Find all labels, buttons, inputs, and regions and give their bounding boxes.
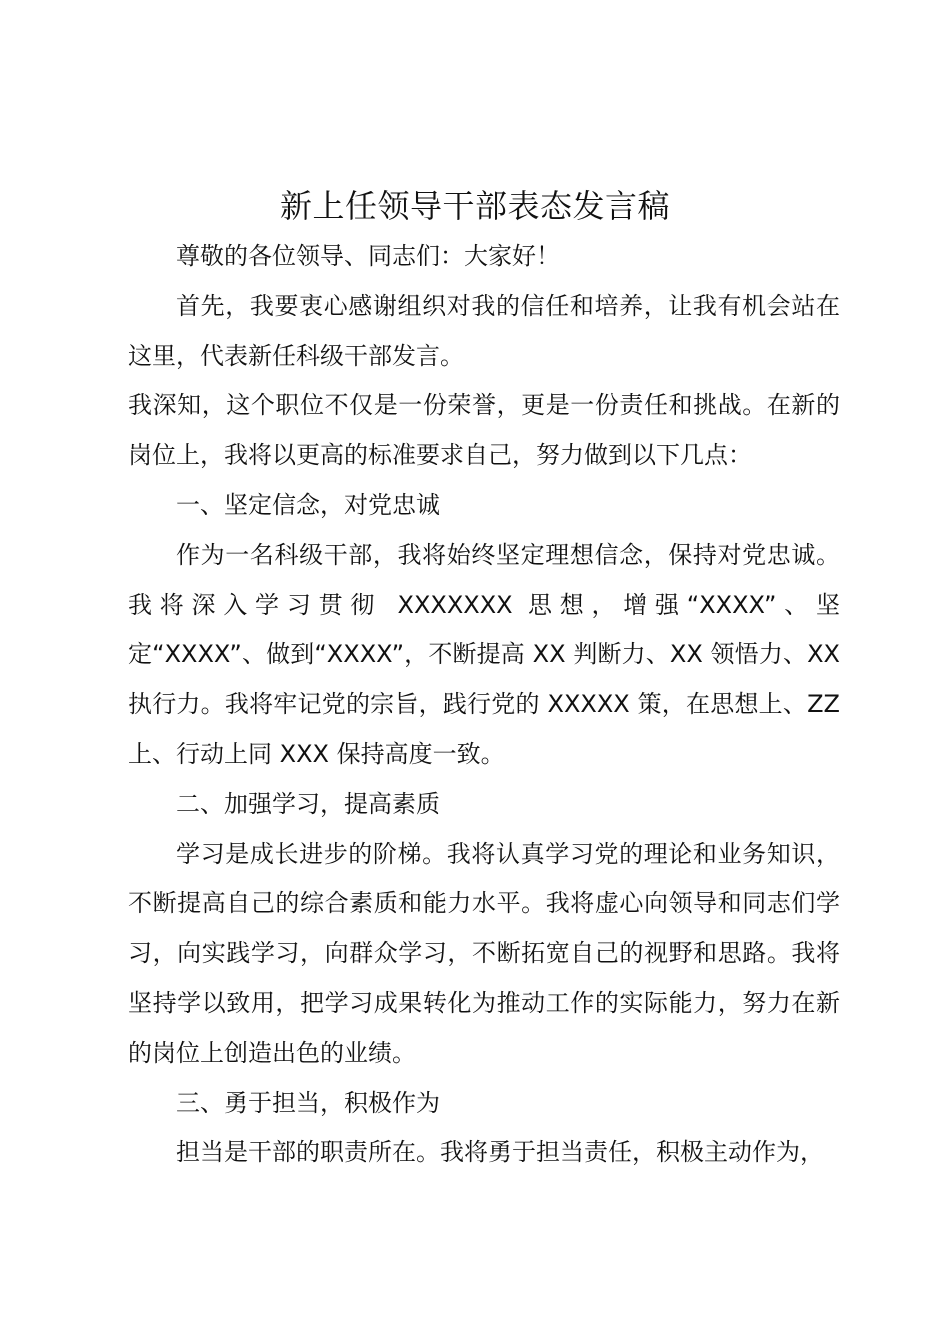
- section-heading-2: 二、加强学习，提高素质: [176, 789, 440, 818]
- document-body: [128, 232, 840, 1178]
- greeting-paragraph: 尊敬的各位领导、同志们：大家好！: [176, 242, 560, 270]
- section-body-2: 学习是成长进步的阶梯。我将认真学习党的理论和业务知识，不断提高自己的综合素质和能力水平。我将虚心向领导和同志们学习，向实践学习，向群众学习，不断拓宽自己的视野和思路。我将坚持学以致用，把学习成果转化为推动工作的实际能力，努力在新的岗位上创造出色的业绩。: [128, 839, 840, 1067]
- section-body-1: 作为一名科级干部，我将始终坚定理想信念，保持对党忠诚。我将深入学习贯彻 XXXXXXX 思想，增强“XXXX”、坚定“XXXX”、做到“XXXX”，不断提高 XX 判断力、XX 领悟力、XX 执行力。我将牢记党的宗旨，践行党的 XXXXX 策，在思想上、ZZ 上、行动上同 XXX 保持高度一致。: [128, 540, 840, 768]
- intro-paragraph: 我深知，这个职位不仅是一份荣誉，更是一份责任和挑战。在新的岗位上，我将以更高的标准要求自己，努力做到以下几点：: [128, 391, 840, 470]
- document-title: 新上任领导干部表态发言稿: [279, 187, 670, 225]
- opening-paragraph: 首先，我要衷心感谢组织对我的信任和培养，让我有机会站在这里，代表新任科级干部发言。: [128, 291, 840, 370]
- section-heading-1: 一、坚定信念，对党忠诚: [176, 490, 440, 519]
- section-heading-3: 三、勇于担当，积极作为: [176, 1088, 440, 1117]
- section-body-3: 担当是干部的职责所在。我将勇于担当责任，积极主动作为，: [176, 1138, 824, 1167]
